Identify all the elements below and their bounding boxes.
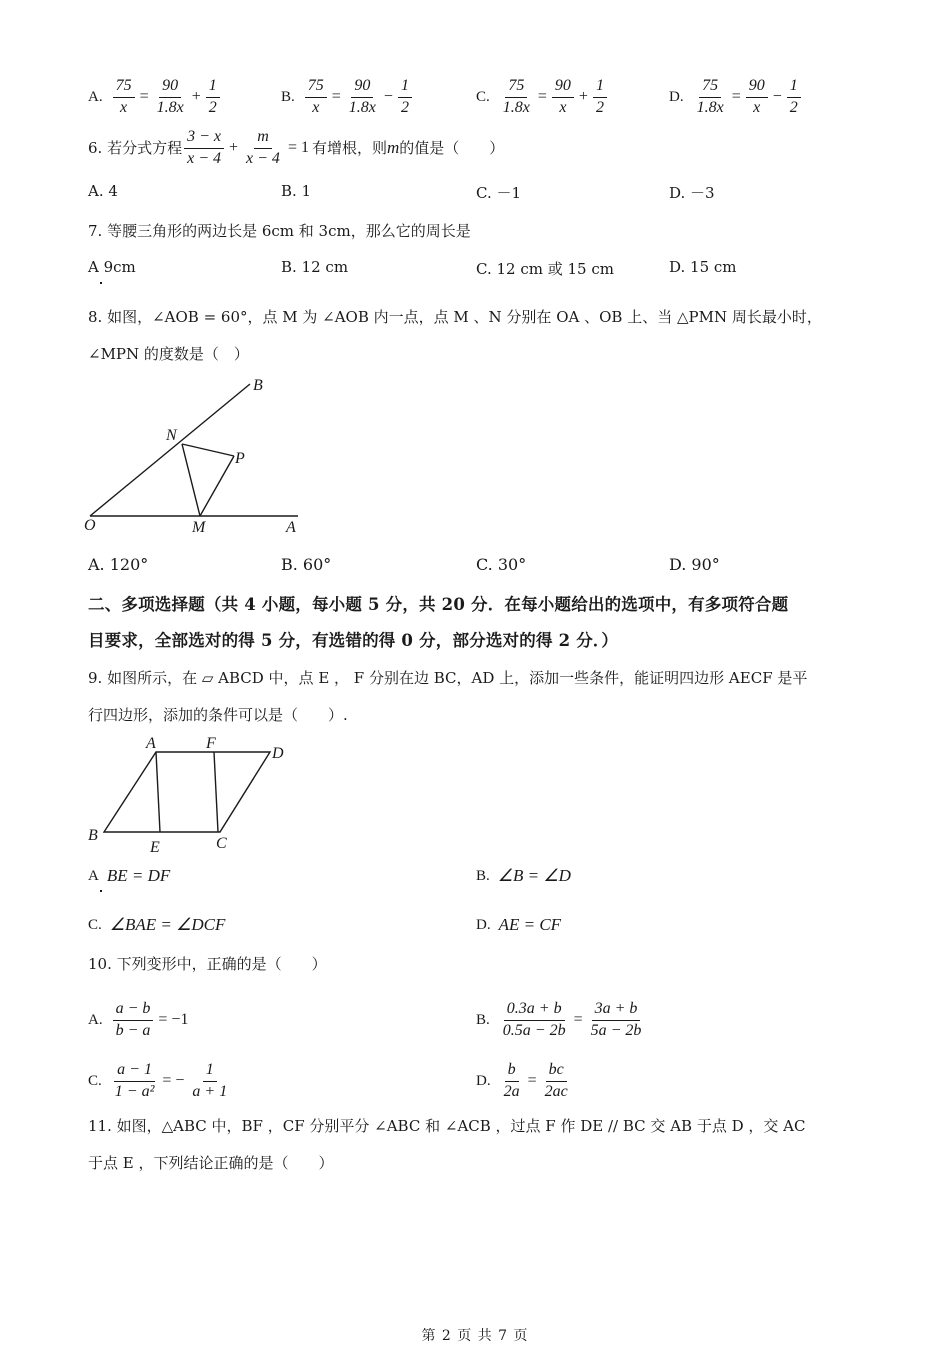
label-m: M (192, 519, 206, 536)
q9-option-d[interactable]: D. AE = CF (476, 915, 562, 934)
page-footer: 第 2 页 共 7 页 (421, 1328, 529, 1344)
q9-option-a[interactable]: A BE = DF (88, 866, 171, 885)
q8-option-a[interactable]: A. 120° (88, 555, 149, 574)
label-d: D (272, 745, 284, 762)
variable-m: m (386, 138, 400, 157)
question-11-line-1: 11. 如图，△ABC 中，BF ，CF 分别平分 ∠ABC 和 ∠ACB ，过点 F 作 DE // BC 交 AB 于点 D ，交 AC (88, 1117, 806, 1135)
q10-option-c[interactable]: C. $\frac{a - 1}{\text{1 − a²}}$ = − $\frac{1}{a + 1}$ (88, 1061, 228, 1100)
label-a: A (286, 519, 296, 536)
section-2-heading-line-2: 目要求，全部选对的得 5 分，有选错的得 0 分，部分选对的得 2 分．） (88, 631, 619, 650)
q5-option-c[interactable]: C. $\frac{75}{1.8x}$ = $\frac{90}{x}$ + $\frac{1}{2}$ (476, 74, 609, 120)
section-2-heading-line-1: 二、多项选择题（共 4 小题，每小题 5 分，共 20 分．在每小题给出的选项中，有多项符合题 (88, 595, 789, 614)
question-11-line-2: 于点 E ，下列结论正确的是（ ） (88, 1154, 334, 1172)
q8-option-c[interactable]: C. 30° (476, 555, 527, 574)
label-b: B (88, 827, 98, 844)
question-9-line-2: 行四边形，添加的条件可以是（ ）. (88, 706, 348, 724)
label-o: O (84, 517, 96, 534)
label-e: E (150, 839, 160, 856)
label-c: C (216, 835, 227, 852)
q5-option-a[interactable]: A. $\frac{75}{x}$ = $\frac{90}{1.8x}$ + $\frac{1}{2}$ (88, 74, 222, 120)
question-6-tail: 的值是（ ） (399, 139, 505, 157)
label-p: P (235, 450, 245, 467)
question-6-stem (88, 128, 504, 168)
q7-option-d[interactable]: D. 15 cm (669, 258, 737, 276)
question-6-prefix: 6. 若分式方程 (88, 139, 183, 157)
question-9-line-1: 9. 如图所示，在 ▱ ABCD 中，点 E ， F 分别在边 BC，AD 上，添加一些条件，能证明四边形 AECF 是平 (88, 669, 808, 687)
fraction-1: $\frac{3 - x}{x - 4}$ (184, 128, 224, 168)
angle-figure (80, 372, 320, 542)
parallelogram-figure (84, 730, 304, 860)
q9-option-c[interactable]: C. ∠BAE = ∠DCF (88, 915, 226, 934)
q10-option-a[interactable]: A. $\frac{a - b}{b - a}$ = −1 (88, 1000, 189, 1039)
plus-sign: + (229, 139, 239, 156)
question-10-stem: 10. 下列变形中，正确的是（ ） (88, 955, 327, 973)
fraction-2: $\frac{m}{x - 4}$ (246, 128, 280, 167)
q9-option-b[interactable]: B. ∠B = ∠D (476, 866, 571, 885)
q8-option-d[interactable]: D. 90° (669, 555, 720, 574)
q10-option-d[interactable]: D. $\frac{b}{2a}$ = $\frac{bc}{2ac}$ (476, 1061, 568, 1100)
q5-option-b[interactable]: B. $\frac{75}{x}$ = $\frac{90}{1.8x}$ − $\frac{1}{2}$ (281, 74, 414, 120)
q5-option-d[interactable]: D. $\frac{75}{1.8x}$ = $\frac{90}{x}$ − $\frac{1}{2}$ (669, 74, 803, 120)
label-b: B (253, 377, 263, 394)
q6-option-b[interactable]: B. 1 (281, 182, 312, 200)
label-n: N (166, 427, 177, 444)
equals-one: = 1 (287, 139, 309, 156)
label-a: A (146, 735, 156, 752)
q10-option-b[interactable]: B. $\frac{0.3a + b}{0.5a - 2b}$ = $\frac{3a + b}{5a - 2b}$ (476, 1000, 642, 1039)
label-f: F (206, 735, 216, 752)
question-8-line-1: 8. 如图，∠AOB = 60°，点 M 为 ∠AOB 内一点，点 M 、N 分别在 OA 、OB 上、当 △PMN 周长最小时， (88, 308, 822, 326)
q6-option-a[interactable]: A. 4 (88, 182, 118, 200)
question-6-suffix: 有增根，则 (311, 139, 387, 157)
q7-option-a[interactable]: A 9cm (88, 258, 136, 276)
q6-option-c[interactable]: C. －1 (476, 184, 522, 202)
question-8-line-2: ∠MPN 的度数是（ ） (88, 345, 249, 363)
option-dot (100, 890, 102, 892)
option-dot (100, 282, 102, 284)
question-7-stem: 7. 等腰三角形的两边长是 6cm 和 3cm，那么它的周长是 (88, 222, 471, 240)
q7-option-b[interactable]: B. 12 cm (281, 258, 349, 276)
q6-option-d[interactable]: D. －3 (669, 184, 715, 202)
q8-option-b[interactable]: B. 60° (281, 555, 332, 574)
q7-option-c[interactable]: C. 12 cm 或 15 cm (476, 260, 614, 278)
